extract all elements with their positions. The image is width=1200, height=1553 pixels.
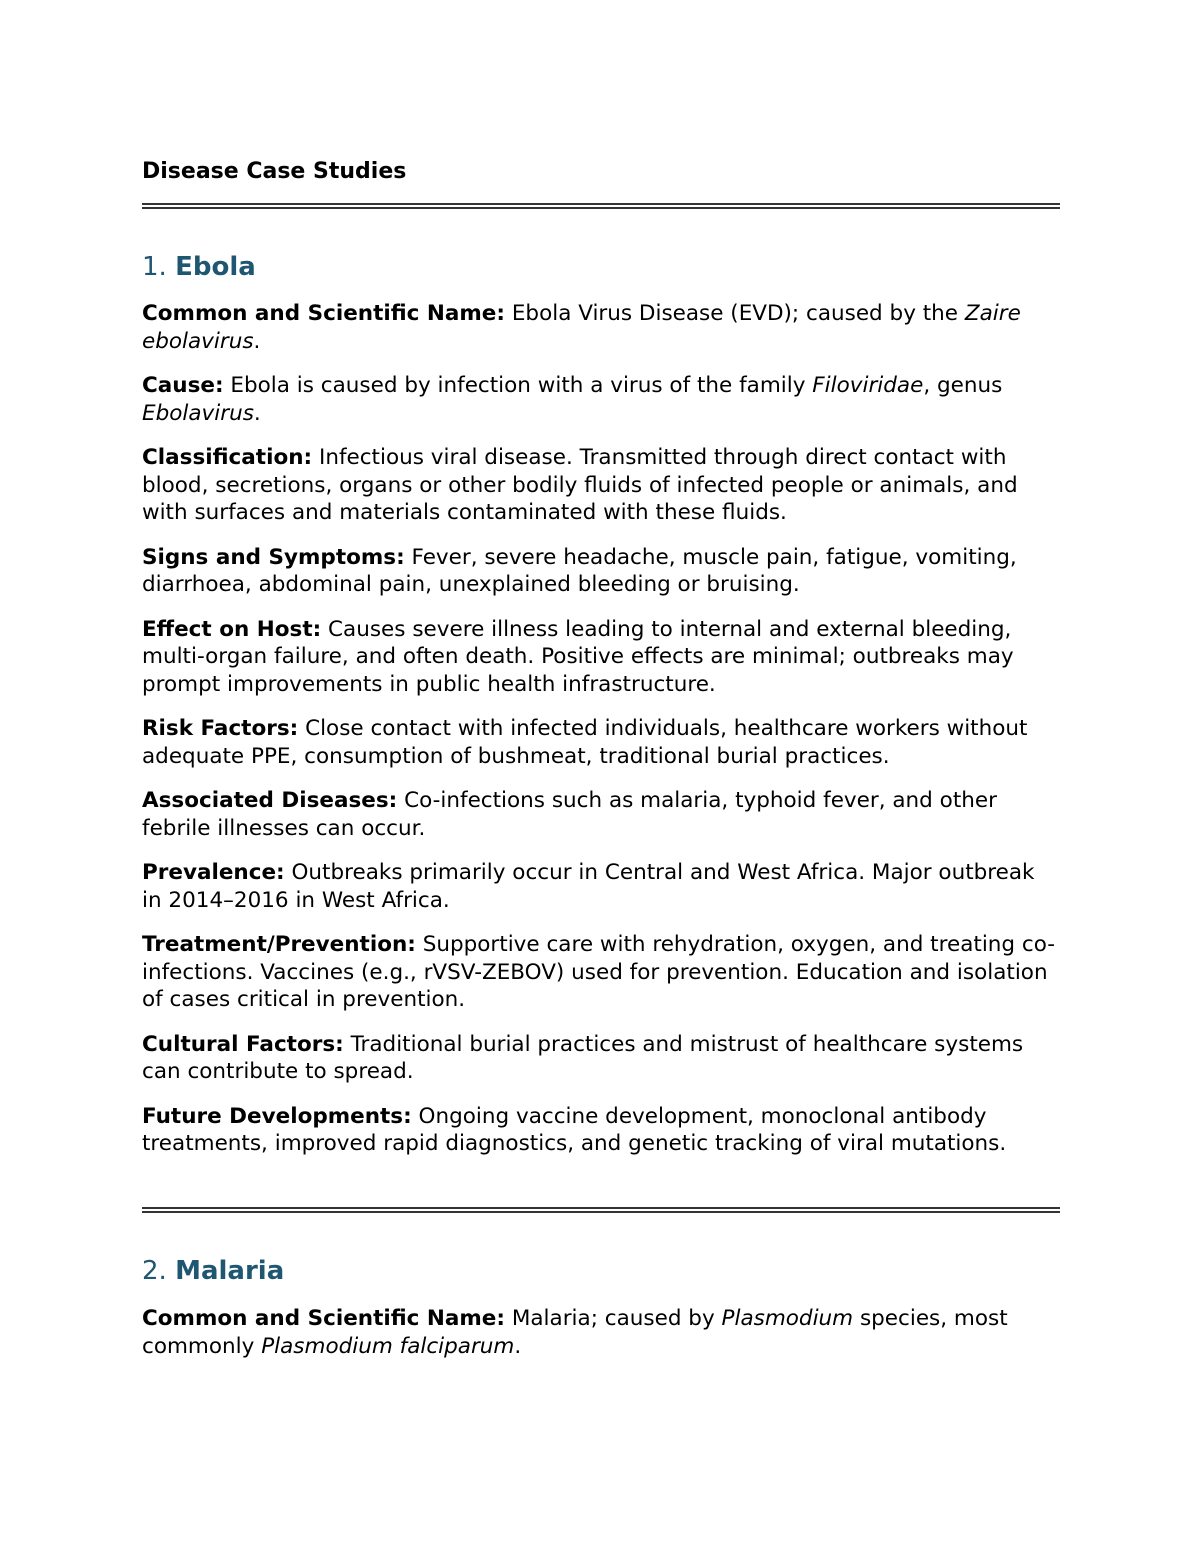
- field-common-and-scientific-name: [142, 300, 1060, 355]
- field-label: Cultural Factors:: [142, 1031, 344, 1057]
- field-text: Supportive care with rehydration, oxygen, and treating co-infections. Vaccines (e.g., rVSV-ZEBOV) used for prevention. Education and isolation of cases critical in prevention.: [142, 932, 1056, 1012]
- scientific-name: Ebolavirus: [142, 400, 254, 426]
- field-label: Treatment/Prevention:: [142, 932, 416, 957]
- section-heading-ebola: [142, 250, 256, 284]
- field-text: .: [253, 400, 261, 426]
- scientific-name: Plasmodium falciparum: [261, 1333, 515, 1359]
- field-prevalence: [142, 859, 1060, 914]
- field-text: .: [253, 328, 261, 354]
- field-text: Ongoing vaccine development, monoclonal antibody treatments, improved rapid diagnostics, and genetic tracking of viral mutations.: [142, 1103, 1007, 1156]
- field-label: Common and Scientific Name:: [142, 301, 505, 326]
- field-effect-on-host: [142, 616, 1060, 699]
- section-number: 1.: [142, 252, 167, 282]
- field-treatment-prevention: [142, 931, 1060, 1014]
- title-divider: [142, 203, 1060, 209]
- field-text: Traditional burial practices and mistrust of healthcare systems can contribute to spread.: [142, 1031, 1024, 1084]
- scientific-name: Plasmodium: [721, 1306, 854, 1331]
- section-body-ebola: [142, 300, 1060, 1175]
- section-number: 2.: [142, 1256, 167, 1286]
- section-heading-malaria: [142, 1254, 284, 1288]
- field-text: species, most commonly: [142, 1306, 1008, 1359]
- field-text: Fever, severe headache, muscle pain, fatigue, vomiting, diarrhoea, abdominal pain, unexplained bleeding or bruising.: [142, 544, 1017, 597]
- field-text: Infectious viral disease. Transmitted through direct contact with blood, secretions, organs or other bodily fluids of infected people or animals, and with surfaces and materials contaminated with these fluids.: [142, 445, 1018, 525]
- field-text: .: [514, 1333, 522, 1359]
- field-classification: [142, 444, 1060, 527]
- field-text: Ebola is caused by infection with a virus of the family: [223, 373, 813, 398]
- section-divider: [142, 1207, 1060, 1213]
- field-associated-diseases: [142, 787, 1060, 842]
- section-body-malaria: [142, 1305, 1060, 1377]
- field-text: Close contact with infected individuals, healthcare workers without adequate PPE, consumption of bushmeat, traditional burial practices.: [142, 716, 1028, 769]
- field-future-developments: [142, 1103, 1060, 1158]
- field-label: Classification:: [142, 445, 313, 470]
- field-label: Effect on Host:: [142, 616, 322, 642]
- document-title: Disease Case Studies: [142, 159, 407, 184]
- scientific-name: Filoviridae: [812, 373, 924, 398]
- scientific-name: Zaire ebolavirus: [142, 301, 1021, 354]
- field-label: Cause:: [142, 373, 224, 398]
- field-label: Prevalence:: [142, 860, 285, 885]
- field-label: Risk Factors:: [142, 716, 299, 741]
- field-label: Associated Diseases:: [142, 788, 398, 813]
- field-label: Future Developments:: [142, 1103, 412, 1129]
- field-cause: [142, 372, 1060, 427]
- section-name: Malaria: [175, 1256, 285, 1286]
- field-cultural-factors: [142, 1031, 1060, 1086]
- field-text: Ebola Virus Disease (EVD); caused by the: [505, 301, 965, 326]
- field-common-and-scientific-name: [142, 1305, 1060, 1360]
- section-name: Ebola: [175, 252, 256, 282]
- field-label: Common and Scientific Name:: [142, 1306, 505, 1331]
- field-text: , genus: [923, 373, 1003, 398]
- field-text: Outbreaks primarily occur in Central and West Africa. Major outbreak in 2014–2016 in West Africa.: [142, 860, 1035, 913]
- field-text: Malaria; caused by: [505, 1306, 722, 1331]
- field-risk-factors: [142, 715, 1060, 770]
- field-label: Signs and Symptoms:: [142, 544, 405, 570]
- field-text: Causes severe illness leading to internal and external bleeding, multi-organ failure, and often death. Positive effects are minimal; outbreaks may prompt improvements in public health infrastructure.: [142, 616, 1014, 697]
- field-text: Co-infections such as malaria, typhoid fever, and other febrile illnesses can occur.: [142, 788, 997, 841]
- field-signs-and-symptoms: [142, 544, 1060, 599]
